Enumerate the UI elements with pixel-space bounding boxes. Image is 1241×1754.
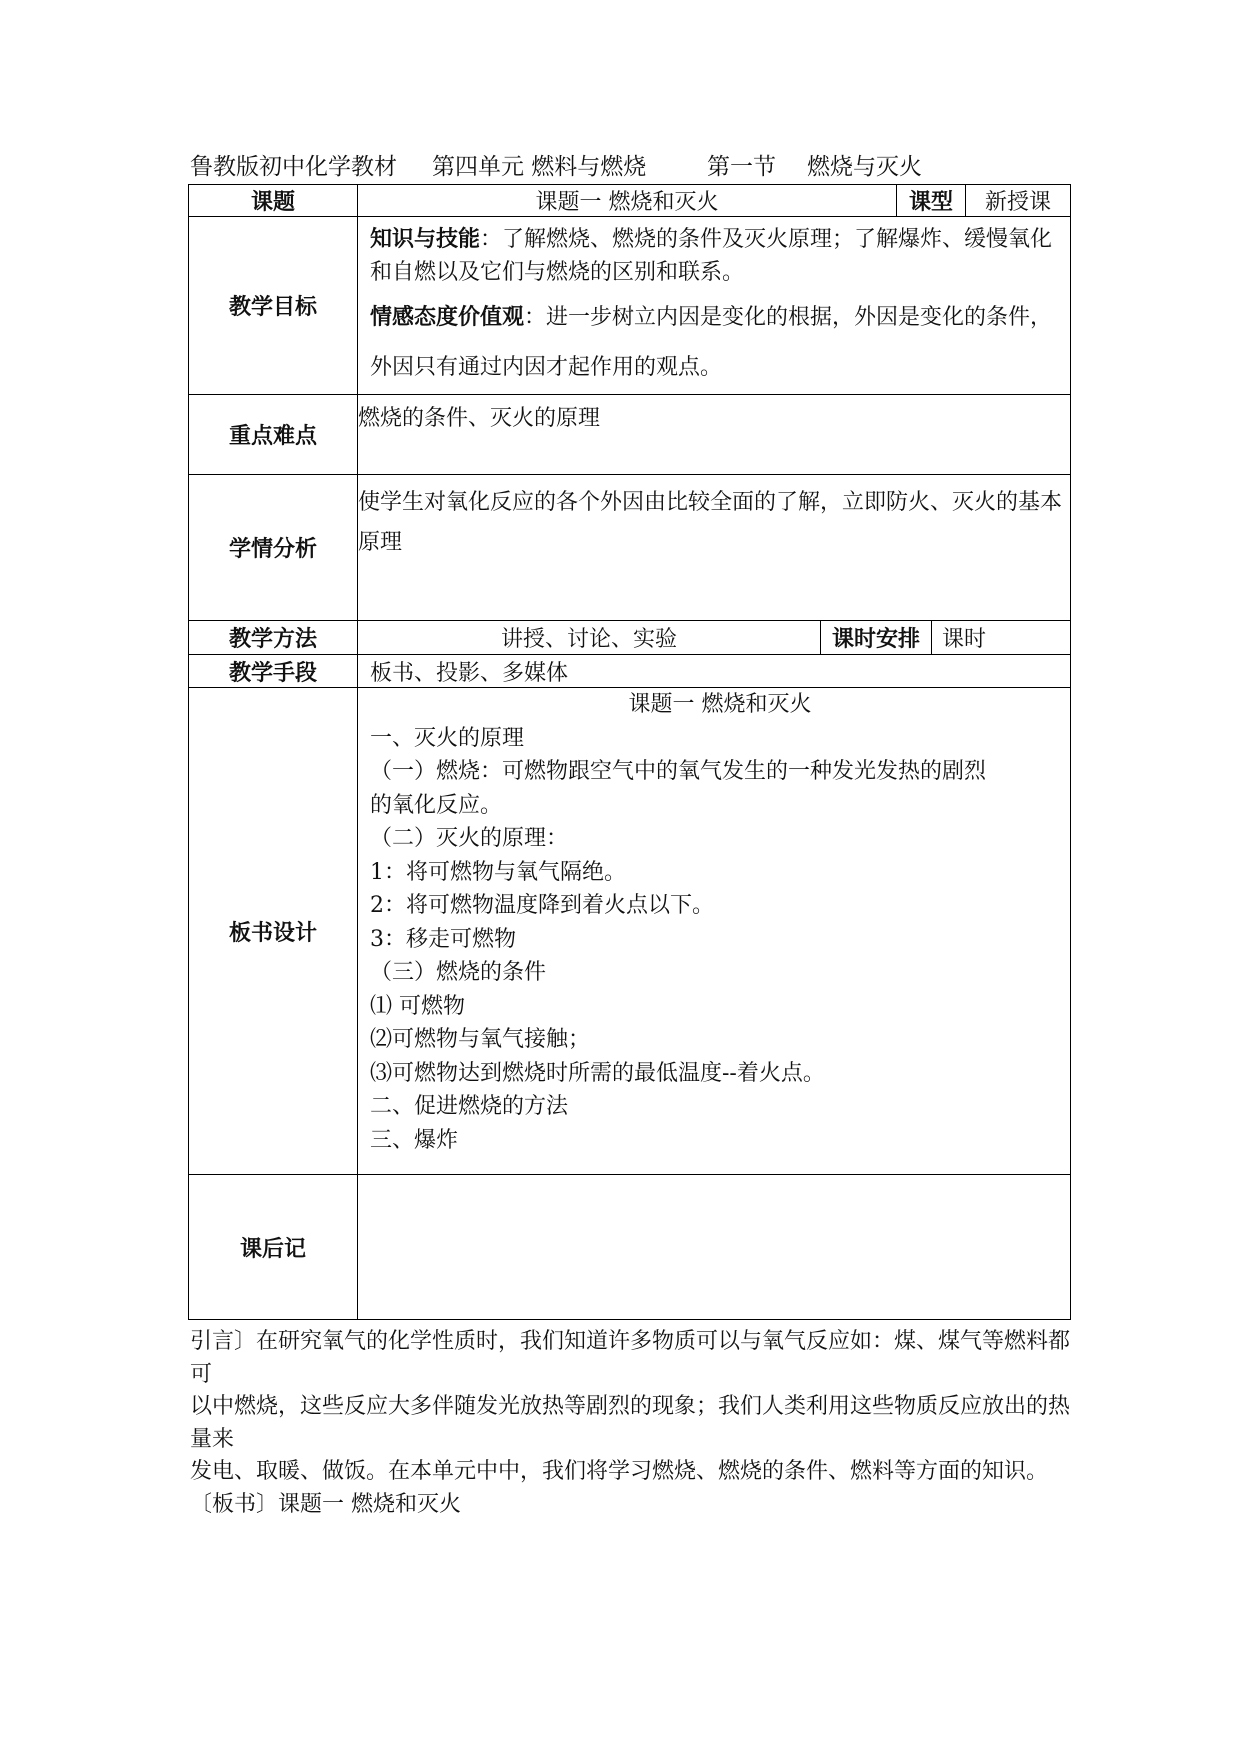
- board-line: （一）燃烧：可燃物跟空气中的氧气发生的一种发光发热的剧烈: [370, 759, 987, 784]
- body-paragraph: 引言〕在研究氧气的化学性质时，我们知道许多物质可以与氧气反应如：煤、煤气等燃料都: [190, 1329, 1071, 1354]
- document-header: [190, 150, 1070, 184]
- board-line: 的氧化反应。: [370, 792, 503, 818]
- board-line: ⑵可燃物与氧气接触；: [370, 1027, 591, 1052]
- analysis-value: 使学生对氧化反应的各个外因由比较全面的了解，立即防火、灭火的基本原理: [358, 475, 1071, 621]
- board-line: （二）灭火的原理：: [370, 826, 569, 851]
- means-label: 教学手段: [189, 655, 358, 688]
- goals-attitude-label: 情感态度价值观: [370, 305, 525, 330]
- board-line: 3：移走可燃物: [370, 926, 516, 952]
- row-means: [189, 655, 1071, 688]
- notes-label: 课后记: [189, 1175, 358, 1320]
- schedule-label: 课时安排: [821, 621, 932, 655]
- schedule-value: 课时: [932, 621, 1071, 655]
- board-line: 1：将可燃物与氧气隔绝。: [370, 859, 626, 885]
- board-label: 板书设计: [189, 688, 358, 1175]
- board-lines: [370, 722, 1070, 1158]
- body-paragraph: 〔板书〕课题一 燃烧和灭火: [190, 1491, 461, 1517]
- row-analysis: [189, 475, 1071, 621]
- body-paragraph: 发电、取暖、做饭。在本单元中中，我们将学习燃烧、燃烧的条件、燃料等方面的知识。: [190, 1459, 1049, 1484]
- method-value: 讲授、讨论、实验: [358, 621, 821, 655]
- board-content: [358, 688, 1071, 1175]
- topic-label: 课题: [189, 185, 358, 217]
- type-value: 新授课: [966, 185, 1071, 217]
- key-value: 燃烧的条件、灭火的原理: [358, 395, 1071, 475]
- board-line: 一、灭火的原理: [370, 725, 525, 751]
- row-method: [189, 621, 1071, 655]
- goals-content: [358, 217, 1071, 395]
- topic-value: 课题一 燃烧和灭火: [358, 185, 897, 217]
- board-line: ⑶可燃物达到燃烧时所需的最低温度--着火点。: [370, 1060, 825, 1086]
- row-notes: [189, 1175, 1071, 1320]
- means-value: 板书、投影、多媒体: [358, 655, 1071, 688]
- body-text: [190, 1326, 1070, 1521]
- key-label: 重点难点: [189, 395, 358, 475]
- row-key-points: [189, 395, 1071, 475]
- board-line: 三、爆炸: [370, 1127, 459, 1153]
- method-label: 教学方法: [189, 621, 358, 655]
- type-label: 课型: [897, 185, 966, 217]
- board-line: 2：将可燃物温度降到着火点以下。: [370, 893, 714, 918]
- header-unit: 第四单元 燃料与燃烧: [432, 154, 647, 180]
- body-paragraph: 可: [190, 1361, 213, 1387]
- goals-knowledge-text: ：了解燃烧、燃烧的条件及灭火原理；了解爆炸、缓慢氧化和自燃以及它们与燃烧的区别和联系。: [370, 227, 1053, 285]
- body-paragraph: 以中燃烧，这些反应大多伴随发光放热等剧烈的现象；我们人类利用这些物质反应放出的热量来: [190, 1394, 1071, 1452]
- row-goals: [189, 217, 1071, 395]
- board-title: 课题一 燃烧和灭火: [628, 692, 812, 717]
- row-board: [189, 688, 1071, 1175]
- goals-label: 教学目标: [189, 217, 358, 395]
- board-line: ⑴ 可燃物: [370, 993, 465, 1019]
- header-section: 第一节: [707, 154, 776, 180]
- notes-value: [358, 1175, 1071, 1320]
- board-line: 二、促进燃烧的方法: [370, 1094, 569, 1119]
- lesson-plan-table: [188, 184, 1071, 1320]
- header-book: 鲁教版初中化学教材: [190, 154, 397, 180]
- board-line: （三）燃烧的条件: [370, 960, 547, 985]
- row-topic: [189, 185, 1071, 217]
- goals-attitude-text: ：进一步树立内因是变化的根据，外因是变化的条件，外因只有通过内因才起作用的观点。: [370, 305, 1053, 380]
- goals-knowledge-label: 知识与技能: [370, 227, 481, 252]
- header-topic: 燃烧与灭火: [807, 154, 922, 180]
- analysis-label: 学情分析: [189, 475, 358, 621]
